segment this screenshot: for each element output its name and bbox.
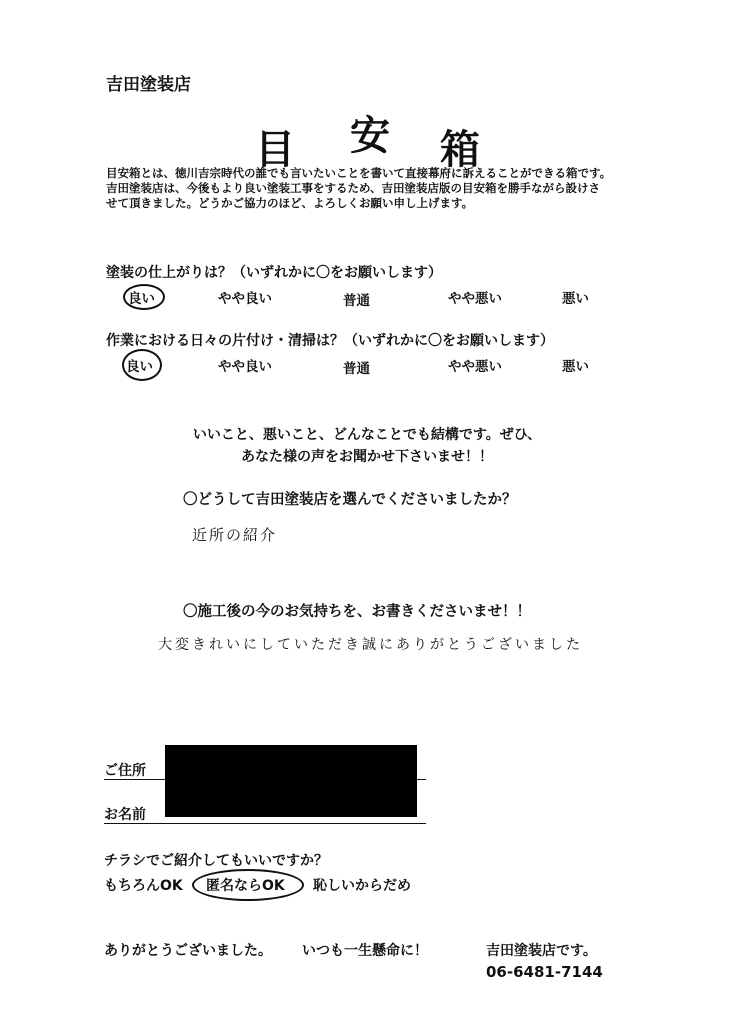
q2-option-average[interactable]: 普通 <box>343 361 370 377</box>
q2-option-bad[interactable]: 悪い <box>562 359 589 375</box>
footer-thanks: ありがとうございました。 <box>104 943 272 959</box>
title-char-3: 箱 <box>440 127 480 173</box>
name-label: お名前 <box>104 807 146 823</box>
q3-question: 〇どうして吉田塗装店を選んでくださいましたか？ <box>183 492 517 508</box>
footer-shop-line: 吉田塗装店です。 <box>486 943 597 959</box>
q2-option-good[interactable]: 良い <box>126 359 153 375</box>
consent-option-anonymous[interactable]: 匿名ならOK <box>206 878 285 894</box>
q1-option-fairly-bad[interactable]: やや悪い <box>448 291 502 307</box>
consent-question: チラシでご紹介してもいいですか？ <box>104 853 328 869</box>
consent-option-no[interactable]: 恥しいからだめ <box>313 878 411 894</box>
q2-question: 作業における日々の片付け・清掃は？（いずれかに〇をお願いします） <box>106 333 554 349</box>
q4-handwritten-answer[interactable]: 大変きれいにしていただき誠にありがとうございました <box>158 637 583 653</box>
shop-name: 吉田塗装店 <box>106 75 191 95</box>
title-char-2: 安 <box>350 113 390 159</box>
consent-option-ok[interactable]: もちろんOK <box>104 878 183 894</box>
message-line-1: いいこと、悪いこと、どんなことでも結構です。ぜひ、 <box>192 427 542 443</box>
q1-option-bad[interactable]: 悪い <box>562 291 589 307</box>
intro-line-1: 目安箱とは、徳川吉宗時代の誰でも言いたいことを書いて直接幕府に訴えることができる箱です。 <box>106 166 612 180</box>
q1-option-good[interactable]: 良い <box>128 291 155 307</box>
q1-option-fairly-good[interactable]: やや良い <box>218 291 272 307</box>
intro-line-2: 吉田塗装店は、今後もより良い塗装工事をするため、吉田塗装店版の目安箱を勝手ながら設けさ <box>106 181 601 195</box>
q1-question: 塗装の仕上がりは？（いずれかに〇をお願いします） <box>106 265 442 281</box>
q3-handwritten-answer[interactable]: 近所の紹介 <box>192 526 278 544</box>
q2-option-fairly-bad[interactable]: やや悪い <box>448 359 502 375</box>
intro-line-3: せて頂きました。どうかご協力のほど、よろしくお願い申し上げます。 <box>106 196 474 210</box>
message-line-2: あなた様の声をお聞かせ下さいませ！！ <box>241 449 493 465</box>
footer-phone[interactable]: 06-6481-7144 <box>486 963 603 981</box>
q1-option-average[interactable]: 普通 <box>343 293 370 309</box>
q2-option-fairly-good[interactable]: やや良い <box>218 359 272 375</box>
q4-question: 〇施工後の今のお気持ちを、お書きくださいませ！！ <box>183 604 531 620</box>
address-label: ご住所 <box>104 763 146 779</box>
intro-text <box>106 166 666 211</box>
footer-motto: いつも一生懸命に！ <box>302 943 428 959</box>
title-char-1: 目 <box>255 127 295 173</box>
name-line <box>104 823 426 824</box>
redacted-personal-info <box>165 745 417 817</box>
